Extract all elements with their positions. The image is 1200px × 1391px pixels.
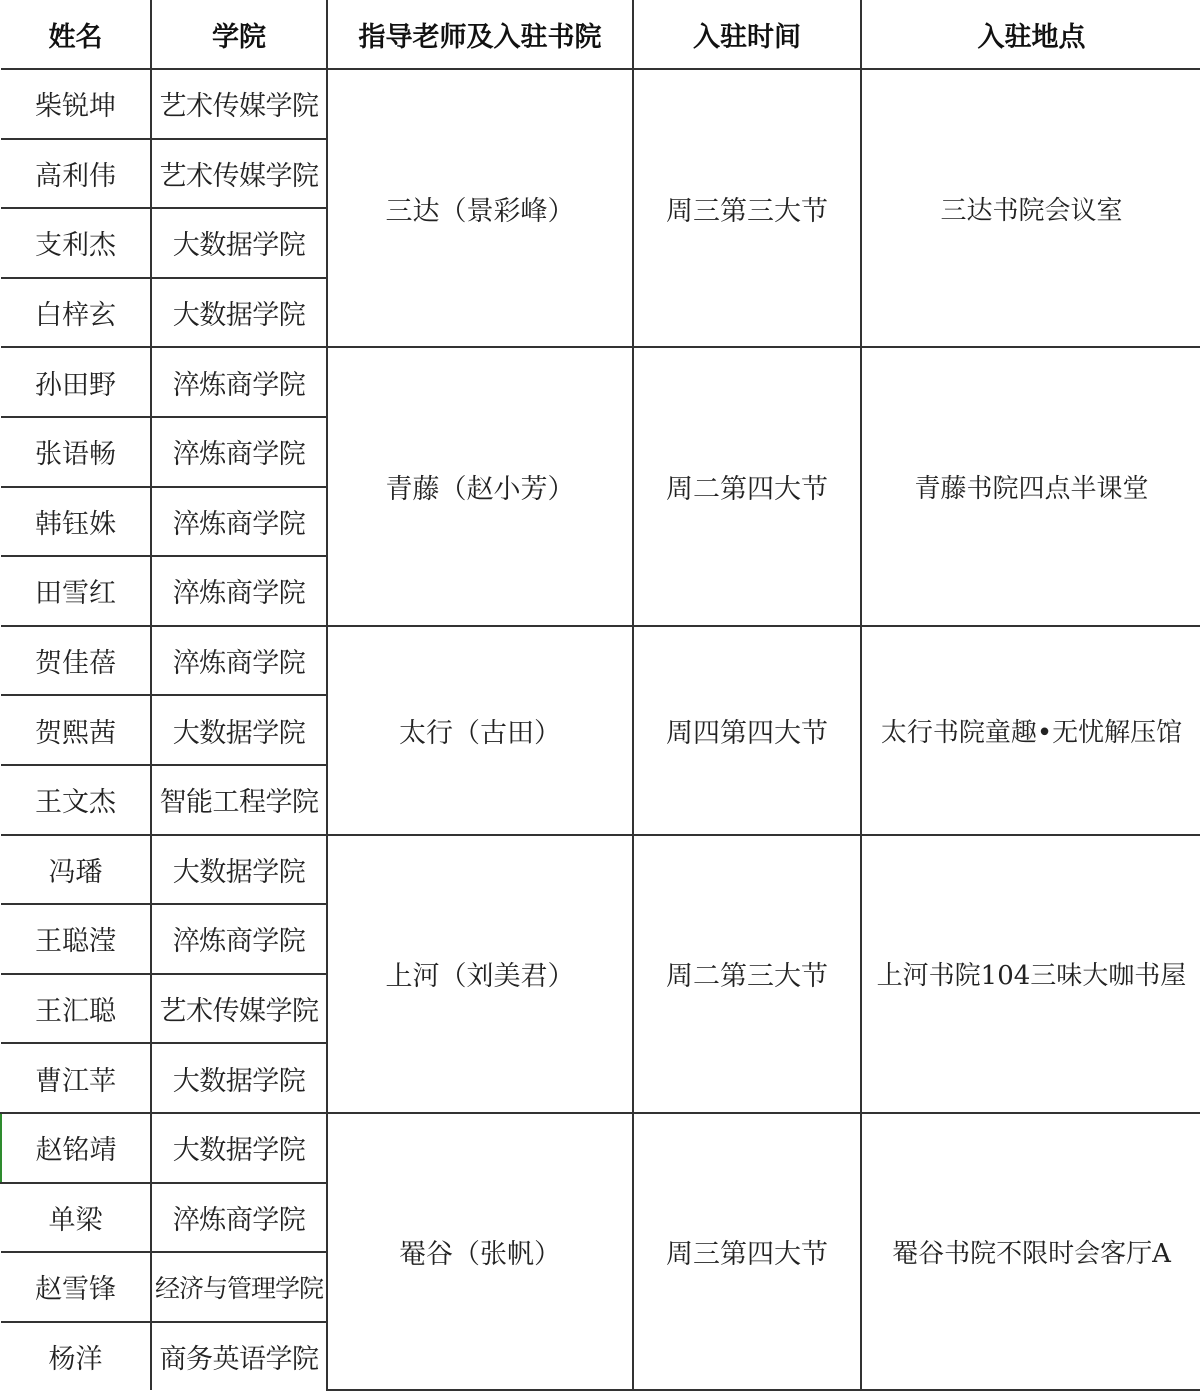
group-advisor: 三达（景彩峰） [327,69,633,347]
member-name: 贺佳蓓 [1,626,151,696]
group-time: 周三第三大节 [633,69,861,347]
member-college: 艺术传媒学院 [151,139,327,209]
member-college: 淬炼商学院 [151,417,327,487]
member-college: 智能工程学院 [151,765,327,835]
group-time: 周四第四大节 [633,626,861,835]
member-name: 赵铭靖 [1,1113,151,1183]
member-name: 赵雪锋 [1,1252,151,1322]
member-name: 柴锐坤 [1,69,151,139]
table-row [1,835,1200,905]
table-row [1,1113,1200,1183]
member-college: 大数据学院 [151,1043,327,1113]
member-college: 大数据学院 [151,208,327,278]
member-college: 大数据学院 [151,278,327,348]
table-row [1,69,1200,139]
group-place: 青藤书院四点半课堂 [861,347,1200,625]
header-college: 学院 [151,0,327,69]
group-advisor: 青藤（赵小芳） [327,347,633,625]
group-advisor: 上河（刘美君） [327,835,633,1113]
member-college: 经济与管理学院 [151,1252,327,1322]
member-name: 王聪滢 [1,904,151,974]
member-name: 田雪红 [1,556,151,626]
group-advisor: 罨谷（张帆） [327,1113,633,1390]
group-time: 周二第四大节 [633,347,861,625]
table-row [1,626,1200,696]
member-college: 大数据学院 [151,835,327,905]
header-row [1,0,1200,69]
member-name: 高利伟 [1,139,151,209]
member-college: 大数据学院 [151,695,327,765]
member-name: 张语畅 [1,417,151,487]
member-name: 曹江苹 [1,1043,151,1113]
group-time: 周三第四大节 [633,1113,861,1390]
group-place: 太行书院童趣•无忧解压馆 [861,626,1200,835]
member-name: 孙田野 [1,347,151,417]
header-place: 入驻地点 [861,0,1200,69]
header-name: 姓名 [1,0,151,69]
member-name: 支利杰 [1,208,151,278]
group-time: 周二第三大节 [633,835,861,1113]
member-college: 商务英语学院 [151,1322,327,1391]
member-college: 淬炼商学院 [151,347,327,417]
group-advisor: 太行（古田） [327,626,633,835]
member-name: 白梓玄 [1,278,151,348]
header-advisor: 指导老师及入驻书院 [327,0,633,69]
group-place: 三达书院会议室 [861,69,1200,347]
member-college: 艺术传媒学院 [151,974,327,1044]
member-name: 王汇聪 [1,974,151,1044]
member-college: 大数据学院 [151,1113,327,1183]
member-college: 艺术传媒学院 [151,69,327,139]
header-time: 入驻时间 [633,0,861,69]
member-name: 杨洋 [1,1322,151,1391]
member-college: 淬炼商学院 [151,1183,327,1253]
member-name: 韩钰姝 [1,487,151,557]
member-name: 冯璠 [1,835,151,905]
group-place: 上河书院104三味大咖书屋 [861,835,1200,1113]
member-name: 王文杰 [1,765,151,835]
member-college: 淬炼商学院 [151,904,327,974]
member-name: 贺熙茜 [1,695,151,765]
member-college: 淬炼商学院 [151,556,327,626]
table-row [1,347,1200,417]
group-place: 罨谷书院不限时会客厅A [861,1113,1200,1390]
member-college: 淬炼商学院 [151,487,327,557]
member-name: 单梁 [1,1183,151,1253]
member-college: 淬炼商学院 [151,626,327,696]
